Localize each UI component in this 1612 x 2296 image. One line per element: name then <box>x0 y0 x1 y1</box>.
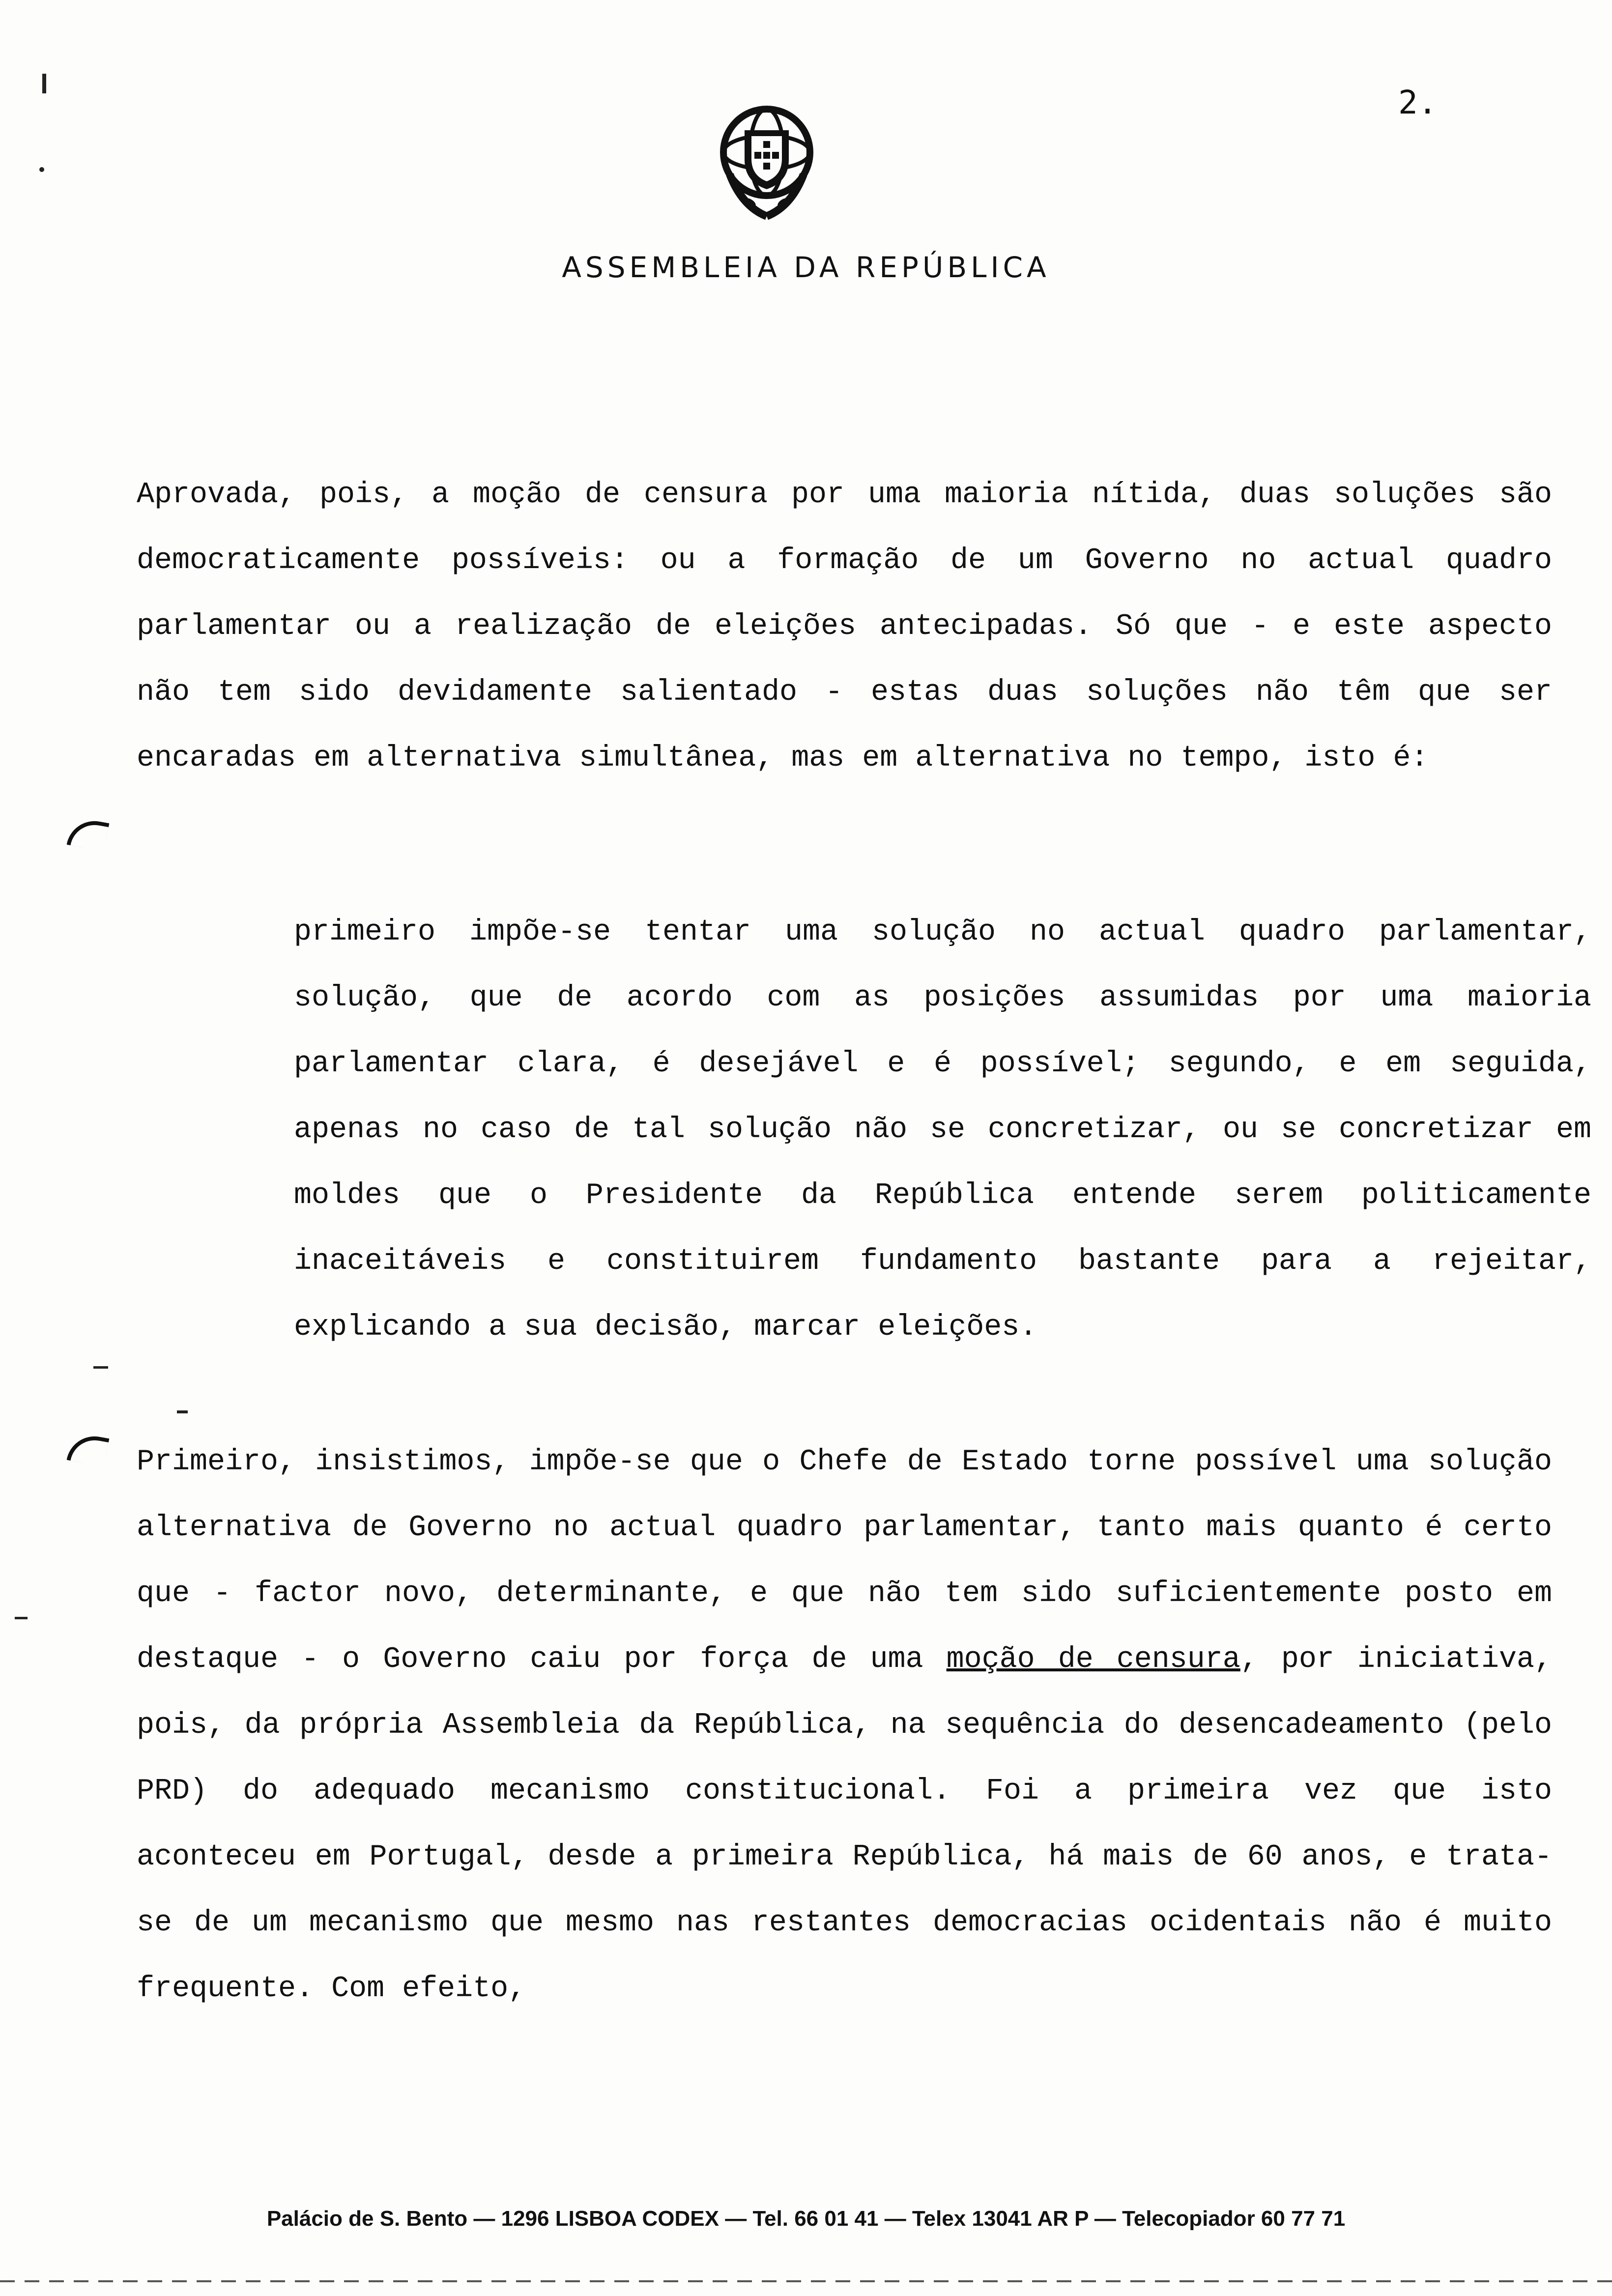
stray-mark <box>42 74 46 93</box>
paragraph-2-start: Primeiro, insistimos, impõe-se que o Chefe de Estado torne possível uma solução alternativa de Governo no actual quadro parlamentar, tanto mais quanto é certo que - factor novo, determinante, e que não tem sido suficientemente posto em destaque - o Governo caiu por força de uma <box>137 1445 1552 1676</box>
indented-quote: primeiro impõe-se tentar uma solução no actual quadro parlamentar, solução, que de acordo com as posições assumidas por uma maioria parlamentar clara, é desejável e é possível; segundo, e em seguida, apenas no caso de tal solução não se concretizar, ou se concretizar em moldes que o Presidente da República entende serem politicamente inaceitáveis e constituirem fundamento bastante para a rejeitar, explicando a sua decisão, marcar eleições. <box>294 916 1591 1344</box>
institution-name: ASSEMBLEIA DA REPÚBLICA <box>562 251 1050 284</box>
margin-mark <box>67 1432 110 1467</box>
stray-mark <box>93 1366 108 1369</box>
paragraph-2-end: , por iniciativa, pois, da própria Assembleia da República, na sequência do desencadeamento (pelo PRD) do adequado mecanismo constitucional. Foi a primeira vez que isto aconteceu em Portugal, desde a primeira República, há mais de 60 anos, e trata-se de um mecanismo que mesmo nas restantes democracias ocidentais não é muito frequente. Com efeito, <box>137 1643 1552 2006</box>
paragraph-2 <box>137 1429 1552 2022</box>
margin-mark <box>67 817 110 852</box>
underlined-phrase: moção de censura <box>946 1643 1240 1676</box>
footer-address: Palácio de S. Bento — 1296 LISBOA CODEX — Tel. 66 01 41 — Telex 13041 AR P — Telecopiador 60 77 71 <box>266 2207 1346 2231</box>
page-number: 2. <box>1398 84 1438 121</box>
stray-mark <box>39 167 44 172</box>
stray-mark <box>15 1617 28 1619</box>
paragraph-1: Aprovada, pois, a moção de censura por uma maioria nítida, duas soluções são democraticamente possíveis: ou a formação de um Governo no actual quadro parlamentar ou a realização de eleições antecipadas. Só que - e este aspecto não tem sido devidamente salientado - estas duas soluções não têm que ser encaradas em alternativa simultânea, mas em alternativa no tempo, isto é: <box>137 478 1552 775</box>
bottom-scan-edge <box>0 2280 1612 2282</box>
stray-mark <box>177 1410 188 1413</box>
coat-of-arms-icon <box>715 101 818 224</box>
